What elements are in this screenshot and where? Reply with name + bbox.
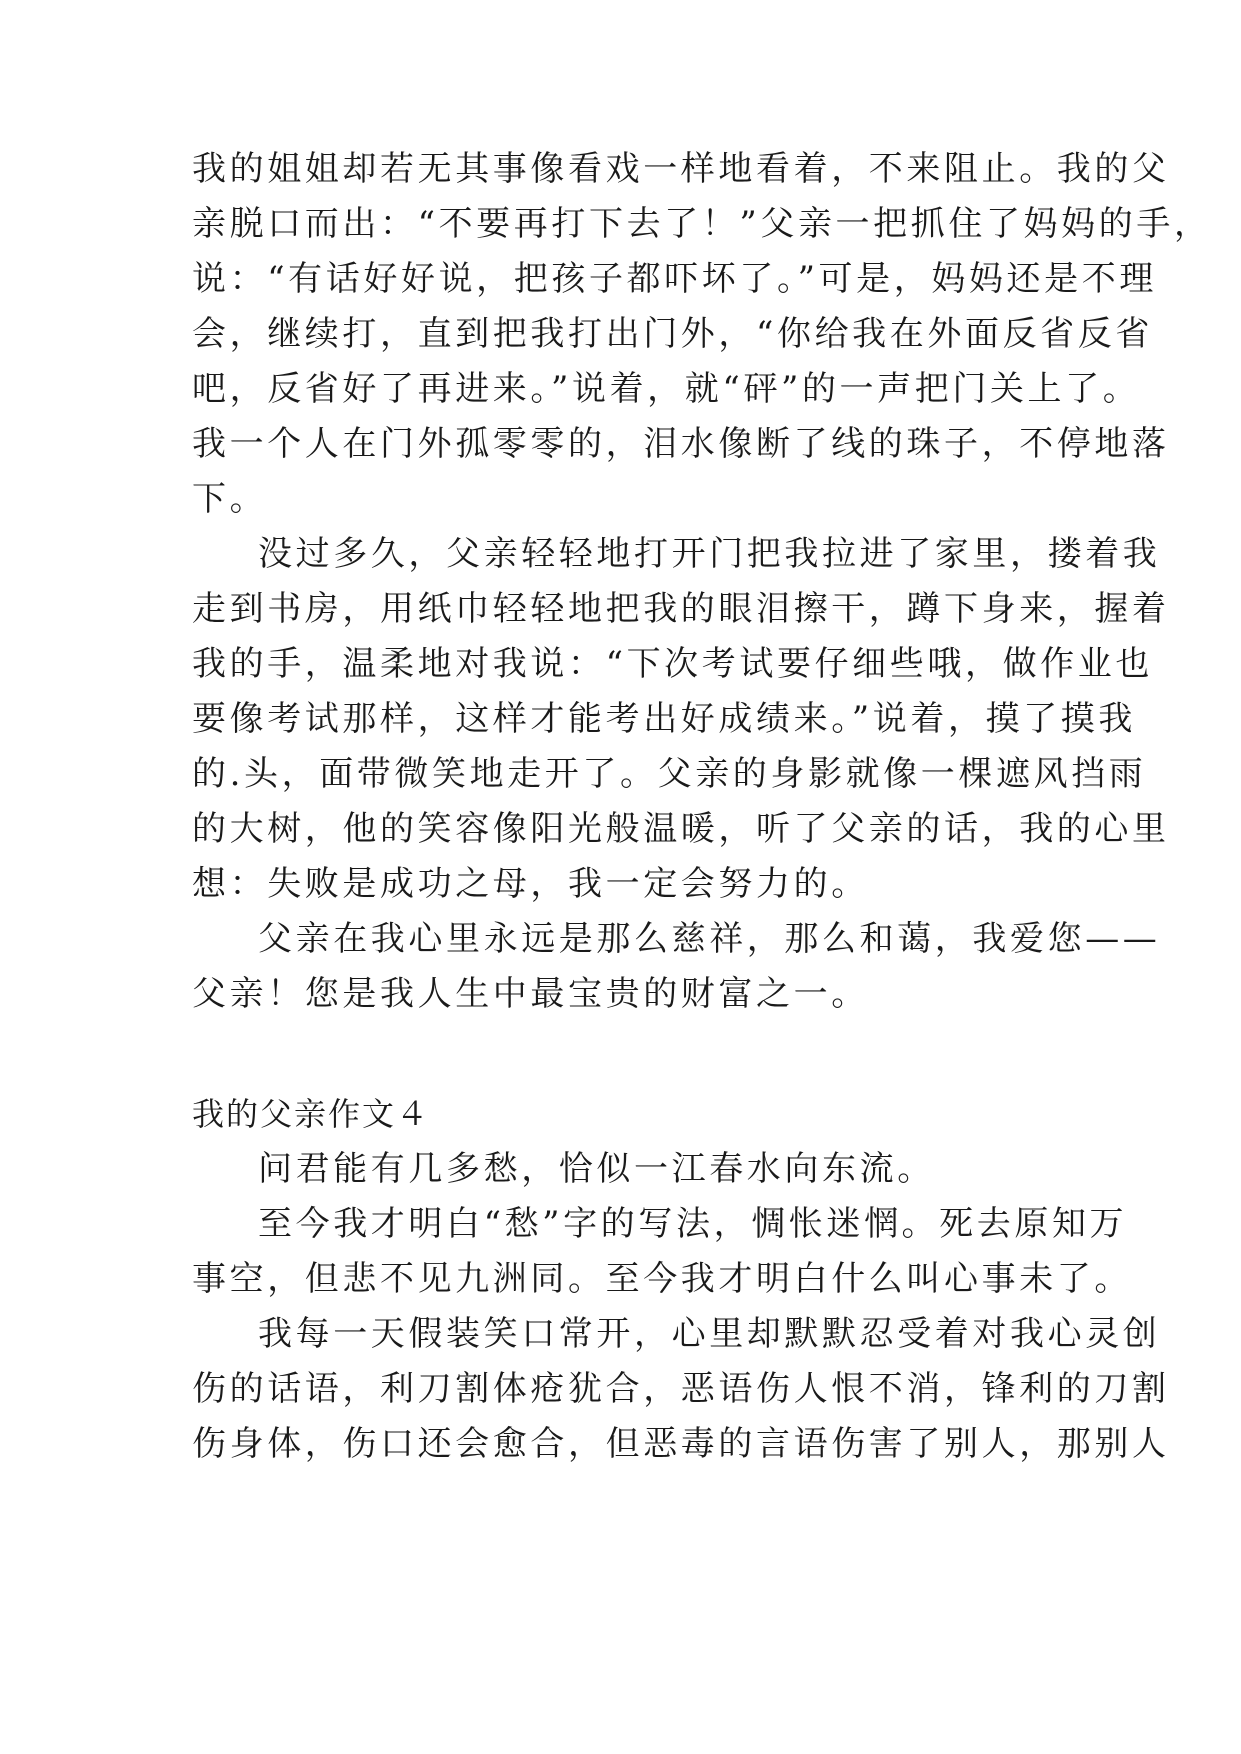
paragraph-2-line-7: 想：失败是成功之母，我一定会努力的。 xyxy=(192,864,869,904)
paragraph-6-line-2: 伤的话语，利刀割体疮犹合，恶语伤人恨不消，锋利的刀割 xyxy=(192,1369,1170,1409)
paragraph-1-line-2: 亲脱口而出：“不要再打下去了！”父亲一把抓住了妈妈的手， xyxy=(192,204,1212,244)
paragraph-2-line-6: 的大树，他的笑容像阳光般温暖，听了父亲的话，我的心里 xyxy=(192,809,1170,849)
paragraph-2-line-2: 走到书房，用纸巾轻轻地把我的眼泪擦干，蹲下身来，握着 xyxy=(192,589,1170,629)
paragraph-3-line-1: 父亲在我心里永远是那么慈祥，那么和蔼，我爱您—— xyxy=(258,919,1161,959)
paragraph-1-line-3: 说：“有话好好说，把孩子都吓坏了。”可是，妈妈还是不理 xyxy=(192,259,1157,299)
paragraph-2-line-3: 我的手，温柔地对我说：“下次考试要仔细些哦，做作业也 xyxy=(192,644,1153,684)
paragraph-2-line-5: 的.头，面带微笑地走开了。父亲的身影就像一棵遮风挡雨 xyxy=(192,754,1147,794)
paragraph-1-line-4: 会，继续打，直到把我打出门外，“你给我在外面反省反省 xyxy=(192,314,1153,354)
paragraph-2-line-1: 没过多久，父亲轻轻地打开门把我拉进了家里，搂着我 xyxy=(258,534,1161,574)
paragraph-6-line-1: 我每一天假装笑口常开，心里却默默忍受着对我心灵创 xyxy=(258,1314,1161,1354)
paragraph-1-line-1: 我的姐姐却若无其事像看戏一样地看着，不来阻止。我的父 xyxy=(192,149,1170,189)
paragraph-4-line-1: 问君能有几多愁，恰似一江春水向东流。 xyxy=(258,1149,935,1189)
paragraph-1-line-7: 下。 xyxy=(192,479,268,519)
paragraph-2-line-4: 要像考试那样，这样才能考出好成绩来。”说着，摸了摸我 xyxy=(192,699,1136,739)
paragraph-1-line-6: 我一个人在门外孤零零的，泪水像断了线的珠子，不停地落 xyxy=(192,424,1170,464)
paragraph-6-line-3: 伤身体，伤口还会愈合，但恶毒的言语伤害了别人，那别人 xyxy=(192,1424,1170,1464)
paragraph-5-line-2: 事空，但悲不见九洲同。至今我才明白什么叫心事未了。 xyxy=(192,1259,1132,1299)
essay-heading: 我的父亲作文４ xyxy=(192,1095,431,1133)
paragraph-1-line-5: 吧，反省好了再进来。”说着，就“砰”的一声把门关上了。 xyxy=(192,369,1141,409)
paragraph-3-line-2: 父亲！您是我人生中最宝贵的财富之一。 xyxy=(192,974,869,1014)
paragraph-5-line-1: 至今我才明白“愁”字的写法，惆怅迷惘。死去原知万 xyxy=(258,1204,1128,1244)
